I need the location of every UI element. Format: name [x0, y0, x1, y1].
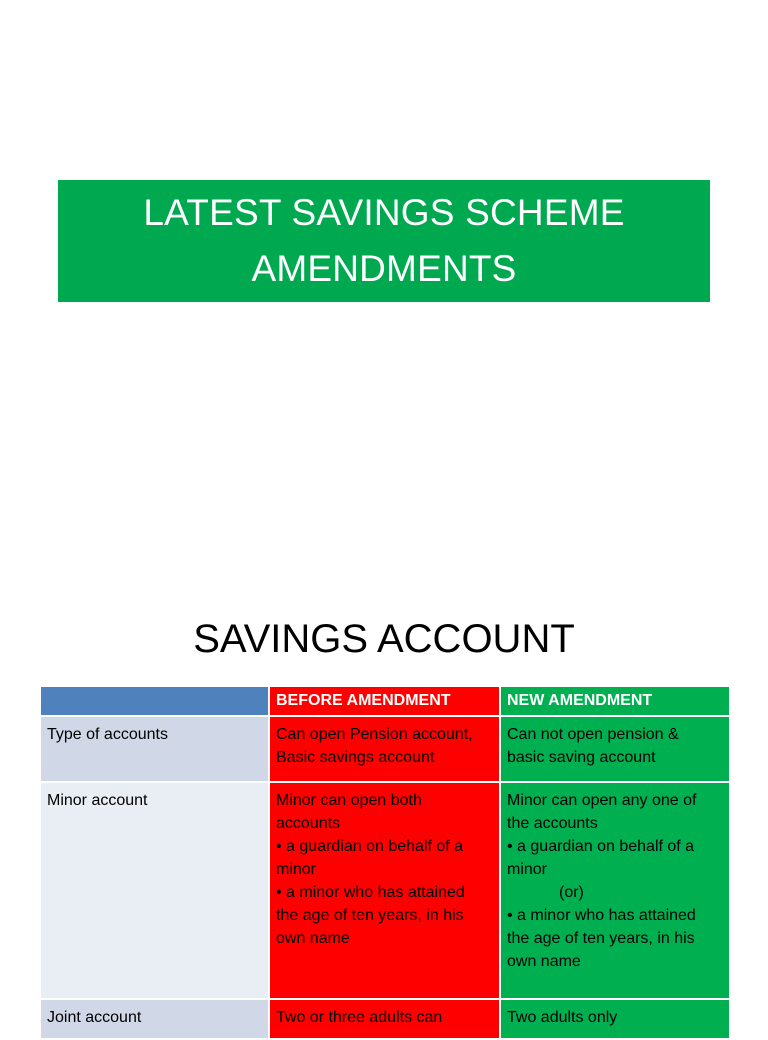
after-cell — [500, 782, 730, 999]
cell-text-line: own name — [276, 930, 350, 947]
after-cell — [500, 716, 730, 782]
cell-text-line: basic saving account — [507, 749, 656, 766]
cell-bullet-line: • a minor who has attained — [507, 907, 696, 924]
section-title: SAVINGS ACCOUNT — [193, 617, 575, 661]
header-cell-before: BEFORE AMENDMENT — [269, 686, 500, 716]
cell-text-line: Minor can open any one of — [507, 792, 697, 809]
before-cell — [269, 716, 500, 782]
after-cell — [500, 999, 730, 1039]
table-header-row — [40, 686, 730, 716]
before-cell — [269, 999, 500, 1039]
header-cell-blank — [40, 686, 269, 716]
cell-bullet-line: • a minor who has attained — [276, 884, 465, 901]
comparison-table — [39, 685, 731, 1040]
cell-text-line: Two adults only — [507, 1009, 618, 1026]
cell-text-line: Minor can open both — [276, 792, 422, 809]
row-label-cell: Joint account — [40, 999, 269, 1039]
cell-text-line: the accounts — [507, 815, 598, 832]
cell-text-line: minor — [507, 861, 548, 878]
cell-text-line: minor — [276, 861, 317, 878]
table-row-joint-account — [40, 999, 730, 1039]
cell-text-line: the age of ten years, in his — [507, 930, 695, 947]
banner-title-line-1: LATEST SAVINGS SCHEME — [143, 192, 625, 233]
before-cell — [269, 782, 500, 999]
cell-or-separator: (or) — [559, 884, 584, 901]
cell-text-line: own name — [507, 953, 581, 970]
cell-text-line: Two or three adults can — [276, 1009, 443, 1026]
title-banner — [58, 180, 710, 302]
cell-text-line: Can open Pension account, — [276, 726, 473, 743]
table-row-type-of-accounts — [40, 716, 730, 782]
row-label-cell: Type of accounts — [40, 716, 269, 782]
banner-title-line-2: AMENDMENTS — [251, 248, 517, 289]
table-row-minor-account — [40, 782, 730, 999]
cell-text-line: accounts — [276, 815, 341, 832]
cell-text-line: Can not open pension & — [507, 726, 679, 743]
cell-text-line: the age of ten years, in his — [276, 907, 464, 924]
cell-text-line: Basic savings account — [276, 749, 435, 766]
header-cell-new: NEW AMENDMENT — [500, 686, 730, 716]
cell-bullet-line: • a guardian on behalf of a — [507, 838, 695, 855]
row-label-cell: Minor account — [40, 782, 269, 999]
cell-bullet-line: • a guardian on behalf of a — [276, 838, 464, 855]
